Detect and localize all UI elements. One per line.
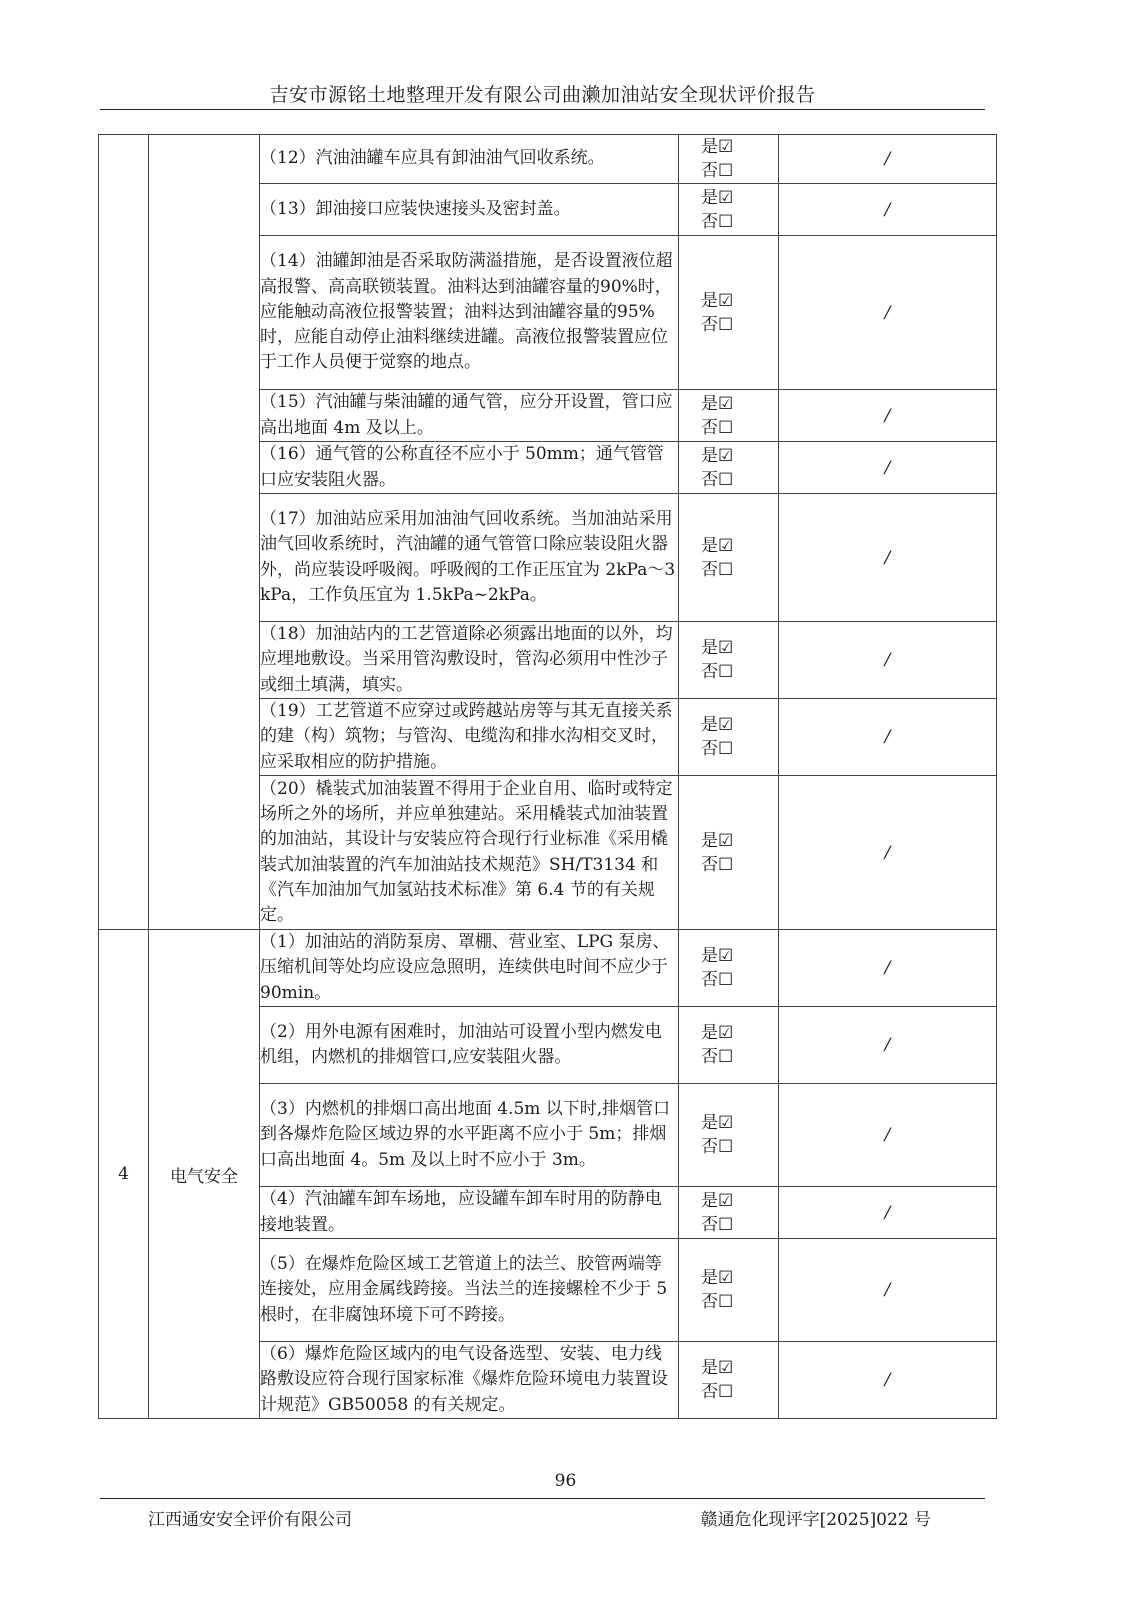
result-cell: / (779, 776, 997, 930)
footer-document-number: 赣通危化现评字[2025]022 号 (700, 1510, 931, 1530)
yes-no-checkbox: 是☑ 否☐ (679, 390, 779, 442)
table-row (99, 930, 997, 1007)
result-cell: / (779, 494, 997, 622)
section-name-cell: 电气安全 (149, 930, 260, 1419)
yes-no-checkbox: 是☑ 否☐ (679, 184, 779, 236)
footer-company: 江西通安安全评价有限公司 (148, 1510, 352, 1530)
check-item-text: （12）汽油油罐车应具有卸油油气回收系统。 (260, 135, 679, 184)
yes-no-checkbox: 是☑ 否☐ (679, 135, 779, 184)
result-cell: / (779, 442, 997, 494)
section-name-cell (149, 135, 260, 930)
result-cell: / (779, 622, 997, 699)
checklist-table (98, 134, 997, 1419)
yes-no-checkbox: 是☑ 否☐ (679, 1084, 779, 1187)
result-cell: / (779, 390, 997, 442)
yes-no-checkbox: 是☑ 否☐ (679, 1007, 779, 1084)
check-item-text: （3）内燃机的排烟口高出地面 4.5m 以下时,排烟管口到各爆炸危险区域边界的水平距离不应小于 5m；排烟口高出地面 4。5m 及以上时不应小于 3m。 (260, 1084, 679, 1187)
check-item-text: （1）加油站的消防泵房、罩棚、营业室、LPG 泵房、压缩机间等处均应设应急照明，连续供电时间不应少于 90min。 (260, 930, 679, 1007)
yes-no-checkbox: 是☑ 否☐ (679, 494, 779, 622)
report-title-header: 吉安市源铭土地整理开发有限公司曲濑加油站安全现状评价报告 (269, 84, 816, 106)
section-number-cell (99, 135, 149, 930)
yes-no-checkbox: 是☑ 否☐ (679, 776, 779, 930)
check-item-text: （4）汽油罐车卸车场地，应设罐车卸车时用的防静电接地装置。 (260, 1187, 679, 1239)
result-cell: / (779, 236, 997, 390)
result-cell: / (779, 699, 997, 776)
result-cell: / (779, 1239, 997, 1342)
yes-no-checkbox: 是☑ 否☐ (679, 699, 779, 776)
result-cell: / (779, 1084, 997, 1187)
check-item-text: （14）油罐卸油是否采取防满溢措施，是否设置液位超高报警、高高联锁装置。油料达到油罐容量的90%时，应能触动高液位报警装置；油料达到油罐容量的95%时，应能自动停止油料继续进罐。高液位报警装置应位于工作人员便于觉察的地点。 (260, 236, 679, 390)
page-number: 96 (554, 1471, 577, 1491)
yes-no-checkbox: 是☑ 否☐ (679, 442, 779, 494)
check-item-text: （15）汽油罐与柴油罐的通气管，应分开设置，管口应高出地面 4m 及以上。 (260, 390, 679, 442)
result-cell: / (779, 1187, 997, 1239)
result-cell: / (779, 1342, 997, 1419)
check-item-text: （16）通气管的公称直径不应小于 50mm；通气管管口应安装阻火器。 (260, 442, 679, 494)
yes-no-checkbox: 是☑ 否☐ (679, 930, 779, 1007)
result-cell: / (779, 135, 997, 184)
check-item-text: （18）加油站内的工艺管道除必须露出地面的以外，均应埋地敷设。当采用管沟敷设时，管沟必须用中性沙子或细土填满，填实。 (260, 622, 679, 699)
header-rule (100, 109, 985, 110)
check-item-text: （6）爆炸危险区域内的电气设备选型、安装、电力线路敷设应符合现行国家标准《爆炸危险环境电力装置设计规范》GB50058 的有关规定。 (260, 1342, 679, 1419)
yes-no-checkbox: 是☑ 否☐ (679, 236, 779, 390)
check-item-text: （20）橇装式加油装置不得用于企业自用、临时或特定场所之外的场所，并应单独建站。采用橇装式加油装置的加油站，其设计与安装应符合现行行业标准《采用橇装式加油装置的汽车加油站技术规范》SH/T3134 和《汽车加油加气加氢站技术标准》第 6.4 节的有关规定。 (260, 776, 679, 930)
yes-no-checkbox: 是☑ 否☐ (679, 622, 779, 699)
check-item-text: （2）用外电源有困难时，加油站可设置小型内燃发电机组，内燃机的排烟管口,应安装阻火器。 (260, 1007, 679, 1084)
section-number-cell: 4 (99, 930, 149, 1419)
table-row (99, 135, 997, 184)
yes-no-checkbox: 是☑ 否☐ (679, 1187, 779, 1239)
footer-rule (100, 1498, 985, 1499)
check-item-text: （5）在爆炸危险区域工艺管道上的法兰、胶管两端等连接处，应用金属线跨接。当法兰的连接螺栓不少于 5 根时，在非腐蚀环境下可不跨接。 (260, 1239, 679, 1342)
result-cell: / (779, 930, 997, 1007)
yes-no-checkbox: 是☑ 否☐ (679, 1239, 779, 1342)
yes-no-checkbox: 是☑ 否☐ (679, 1342, 779, 1419)
check-item-text: （17）加油站应采用加油油气回收系统。当加油站采用油气回收系统时，汽油罐的通气管管口除应装设阻火器外，尚应装设呼吸阀。呼吸阀的工作正压宜为 2kPa～3kPa，工作负压宜为 1.5kPa~2kPa。 (260, 494, 679, 622)
result-cell: / (779, 184, 997, 236)
result-cell: / (779, 1007, 997, 1084)
check-item-text: （13）卸油接口应装快速接头及密封盖。 (260, 184, 679, 236)
check-item-text: （19）工艺管道不应穿过或跨越站房等与其无直接关系的建（构）筑物；与管沟、电缆沟和排水沟相交叉时，应采取相应的防护措施。 (260, 699, 679, 776)
